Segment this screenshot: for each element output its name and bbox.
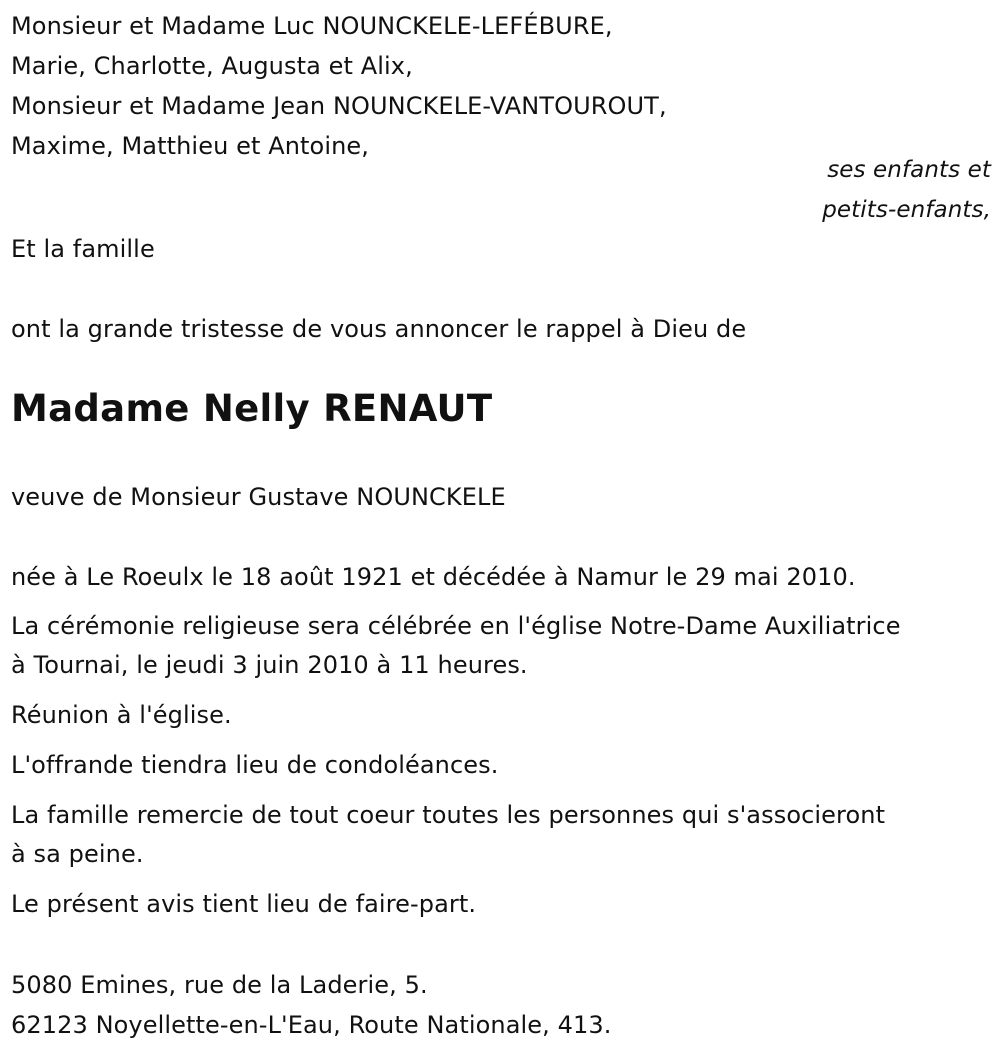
relation-line-1: ses enfants et <box>827 157 991 183</box>
meeting-text: Réunion à l'église. <box>11 701 232 729</box>
address-line-1: 5080 Emines, rue de la Laderie, 5. <box>11 971 428 999</box>
obituary-notice <box>11 0 991 1059</box>
relation-line-2: petits-enfants, <box>822 197 991 223</box>
extended-family: Et la famille <box>11 235 155 263</box>
thanks-line-2: à sa peine. <box>11 840 144 868</box>
deceased-name: Madame Nelly RENAUT <box>11 387 493 430</box>
family-line-4: Maxime, Matthieu et Antoine, <box>11 132 370 160</box>
family-line-3: Monsieur et Madame Jean NOUNCKELE-VANTOUROUT, <box>11 92 667 120</box>
notice-text: Le présent avis tient lieu de faire-part. <box>11 890 477 918</box>
ceremony-line-1: La cérémonie religieuse sera célébrée en l'église Notre-Dame Auxiliatrice <box>11 612 901 640</box>
announcement-text: ont la grande tristesse de vous annoncer le rappel à Dieu de <box>11 315 747 343</box>
thanks-line-1: La famille remercie de tout coeur toutes les personnes qui s'associeront <box>11 801 886 829</box>
ceremony-line-2: à Tournai, le jeudi 3 juin 2010 à 11 heures. <box>11 651 528 679</box>
family-line-2: Marie, Charlotte, Augusta et Alix, <box>11 52 413 80</box>
widow-of-text: veuve de Monsieur Gustave NOUNCKELE <box>11 483 506 511</box>
address-line-2: 62123 Noyellette-en-L'Eau, Route Nationale, 413. <box>11 1011 612 1039</box>
offering-text: L'offrande tiendra lieu de condoléances. <box>11 751 499 779</box>
birth-death-text: née à Le Roeulx le 18 août 1921 et décédée à Namur le 29 mai 2010. <box>11 563 856 591</box>
family-line-1: Monsieur et Madame Luc NOUNCKELE-LEFÉBURE, <box>11 12 613 40</box>
